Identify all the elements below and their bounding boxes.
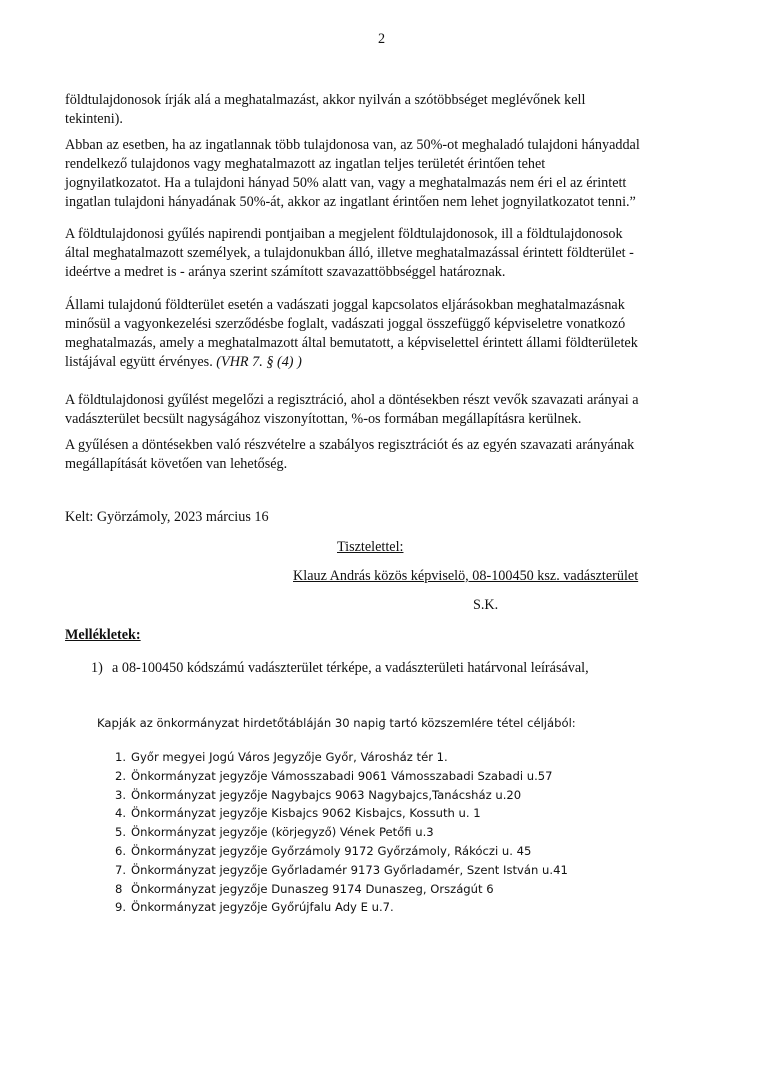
- text-line: jognyilatkozatot. Ha a tulajdoni hányad 50% alatt van, vagy a meghatalmazás nem éri el az érintett: [65, 175, 627, 191]
- list-item: [115, 880, 568, 899]
- list-text: Önkormányzat jegyzője Kisbajcs 9062 Kisbajcs, Kossuth u. 1: [131, 806, 481, 821]
- text-line: tekinteni).: [65, 111, 123, 127]
- page-number: 2: [377, 31, 386, 47]
- signatory-line: Klauz András közös képviselö, 08-100450 ksz. vadászterület: [293, 568, 639, 584]
- attachment-text: a 08-100450 kódszámú vadászterület térképe, a vadászterületi határvonal leírásával,: [112, 660, 589, 676]
- list-item: [115, 767, 568, 786]
- text-line: ingatlan tulajdoni hányadának 50%-át, akkor az ingatlant érintően nem lehet jognyilatkozatot tenni.”: [65, 194, 636, 210]
- text-line: Abban az esetben, ha az ingatlannak több tulajdonosa van, az 50%-ot meghaladó tulajdoni hányaddal: [65, 137, 640, 153]
- paragraph-participation: [65, 436, 695, 474]
- paragraph-majority-owner: [65, 136, 695, 212]
- text-line: minősül a vagyonkezelési szerződésbe foglalt, vadászati joggal összefüggő képviseletre vonatkozó: [65, 316, 626, 332]
- attachment-marker: 1): [91, 660, 103, 676]
- list-text: Önkormányzat jegyzője Nagybajcs 9063 Nagybajcs,Tanácsház u.20: [131, 787, 522, 802]
- attachments-heading: Mellékletek:: [65, 627, 141, 643]
- list-text: Önkormányzat jegyzője Győrzámoly 9172 Győrzámoly, Rákóczi u. 45: [131, 843, 532, 858]
- text-line: A gyűlésen a döntésekben való részvételre a szabályos regisztrációt és az egyén szavazati arányának: [65, 437, 635, 453]
- list-item: [115, 823, 568, 842]
- list-text: Önkormányzat jegyzője (körjegyző) Vének Petőfi u.3: [131, 825, 434, 840]
- list-text: Győr megyei Jogú Város Jegyzője Győr, Városház tér 1.: [131, 750, 448, 764]
- paragraph-assembly-agenda: [65, 225, 695, 282]
- closing-greeting: Tisztelettel:: [337, 539, 404, 555]
- list-item: [115, 748, 568, 767]
- date-line: Kelt: Györzámoly, 2023 március 16: [65, 509, 269, 525]
- text-line: Állami tulajdonú földterület esetén a vadászati joggal kapcsolatos eljárásokban meghatalmazásnak: [65, 297, 625, 313]
- list-number: 3.: [115, 787, 127, 802]
- list-number: 6.: [115, 843, 127, 858]
- text-line: A földtulajdonosi gyűlés napirendi pontjaiban a megjelent földtulajdonosok, ill a földtulajdonosok: [65, 226, 623, 242]
- list-number: 8: [115, 881, 123, 896]
- list-item: [115, 804, 568, 823]
- notice-recipient-list: [115, 748, 568, 917]
- list-text: Önkormányzat jegyzője Győrladamér 9173 Győrladamér, Szent István u.41: [131, 862, 568, 877]
- list-number: 4.: [115, 806, 127, 821]
- list-item: [115, 842, 568, 861]
- list-number: 2.: [115, 768, 127, 783]
- text-line: rendelkező tulajdonos vagy meghatalmazott az ingatlan teljes területét érintően tehet: [65, 156, 546, 172]
- text-line: ideértve a medret is - aránya szerint számított szavazattöbbséggel határoznak.: [65, 264, 506, 280]
- text-line-with-reference: [65, 353, 695, 372]
- text-line: által meghatalmazott személyek, a tulajdonukban álló, illetve meghatalmazással érintett földterület -: [65, 245, 634, 261]
- text-line: földtulajdonosok írják alá a meghatalmazást, akkor nyilván a szótöbbséget meglévőnek kell: [65, 92, 586, 108]
- text-line: meghatalmazás, amely a meghatalmazott által bemutatott, a képviselettel érintett állami földterületek: [65, 335, 638, 351]
- list-item: [115, 786, 568, 805]
- list-number: 7.: [115, 862, 127, 877]
- legal-reference: (VHR 7. § (4) ): [216, 354, 302, 370]
- list-text: Önkormányzat jegyzője Vámosszabadi 9061 Vámosszabadi Szabadi u.57: [131, 768, 553, 783]
- text-fragment: listájával együtt érvényes.: [65, 354, 213, 370]
- list-text: Önkormányzat jegyzője Dunaszeg 9174 Dunaszeg, Országút 6: [131, 881, 494, 896]
- text-line: megállapítását követően van lehetőség.: [65, 456, 288, 472]
- paragraph-continuation: [65, 91, 695, 129]
- text-line: vadászterület becsült nagyságához viszonyítottan, %-os formában megállapításra kerülnek.: [65, 411, 582, 427]
- list-number: 5.: [115, 825, 127, 840]
- signature-mark: S.K.: [473, 597, 499, 613]
- notice-intro: Kapják az önkormányzat hirdetőtábláján 30 napig tartó közszemlére tétel céljából:: [97, 716, 576, 730]
- list-number: 1.: [115, 750, 127, 764]
- list-number: 9.: [115, 900, 127, 915]
- paragraph-registration: [65, 391, 695, 429]
- list-item: [115, 898, 568, 917]
- paragraph-state-land: [65, 296, 695, 372]
- list-text: Önkormányzat jegyzője Győrújfalu Ady E u.7.: [131, 900, 394, 915]
- list-item: [115, 861, 568, 880]
- attachment-item: [91, 659, 589, 678]
- text-line: A földtulajdonosi gyűlést megelőzi a regisztráció, ahol a döntésekben részt vevők szavazati arányai a: [65, 392, 639, 408]
